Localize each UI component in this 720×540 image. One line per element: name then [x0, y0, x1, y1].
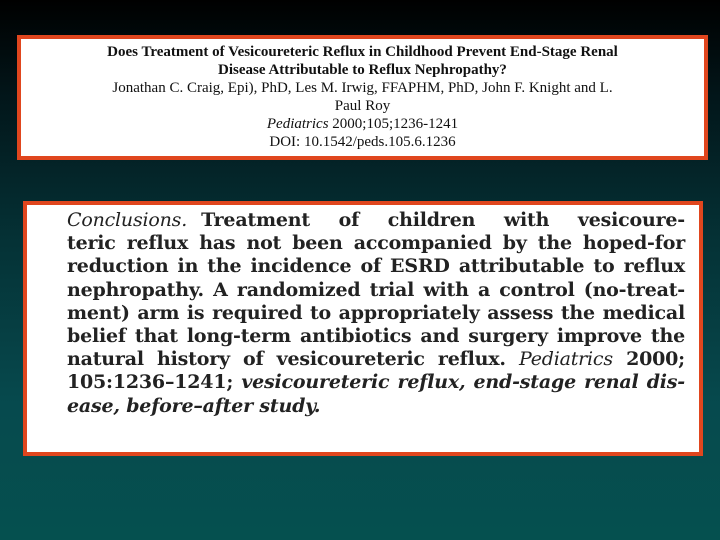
conclusion-keywords-1: vesicoureteric reflux, end-stage renal dis-	[241, 371, 685, 394]
doi: DOI: 10.1542/peds.105.6.1236	[269, 134, 456, 150]
conclusion-line-1	[67, 209, 685, 232]
authors-line-1: Jonathan C. Craig, Epi), PhD, Les M. Irwig, FFAPHM, PhD, John F. Knight and L.	[112, 80, 613, 96]
conclusion-line-8	[67, 371, 685, 394]
journal-name: Pediatrics	[266, 116, 329, 132]
journal-volume: 2000;105;1236-1241	[328, 116, 459, 132]
conclusion-box	[23, 201, 703, 456]
conclusion-line-1-text: Treatment of children with vesicoure-	[201, 209, 685, 231]
article-title-line-2: Disease Attributable to Reflux Nephropathy?	[218, 62, 507, 78]
conclusion-line-9	[67, 395, 685, 418]
conclusion-line-4: nephropathy. A randomized trial with a control (no-treat-	[67, 278, 685, 301]
conclusion-journal: Pediatrics	[518, 348, 613, 371]
conclusion-line-2: teric reflux has not been accompanied by the hoped-for	[67, 232, 685, 255]
conclusion-line-7-text: natural history of vesicoureteric reflux.	[67, 348, 506, 371]
journal-reference	[29, 115, 696, 133]
conclusion-line-7	[67, 348, 685, 371]
authors-line-2: Paul Roy	[334, 98, 391, 114]
conclusion-heading: Conclusions.	[67, 209, 188, 231]
conclusion-line-5: ment) arm is required to appropriately assess the medical	[67, 301, 685, 324]
conclusion-pages: 105:1236–1241;	[67, 371, 234, 394]
citation-box	[17, 35, 708, 160]
conclusion-line-6: belief that long-term antibiotics and surgery improve the	[67, 325, 685, 348]
conclusion-keywords-2: ease, before–after study.	[67, 394, 321, 417]
article-title-line-1: Does Treatment of Vesicoureteric Reflux in Childhood Prevent End-Stage Renal	[107, 44, 618, 60]
conclusion-line-3: reduction in the incidence of ESRD attributable to reflux	[67, 255, 685, 278]
conclusion-year: 2000;	[612, 348, 685, 371]
